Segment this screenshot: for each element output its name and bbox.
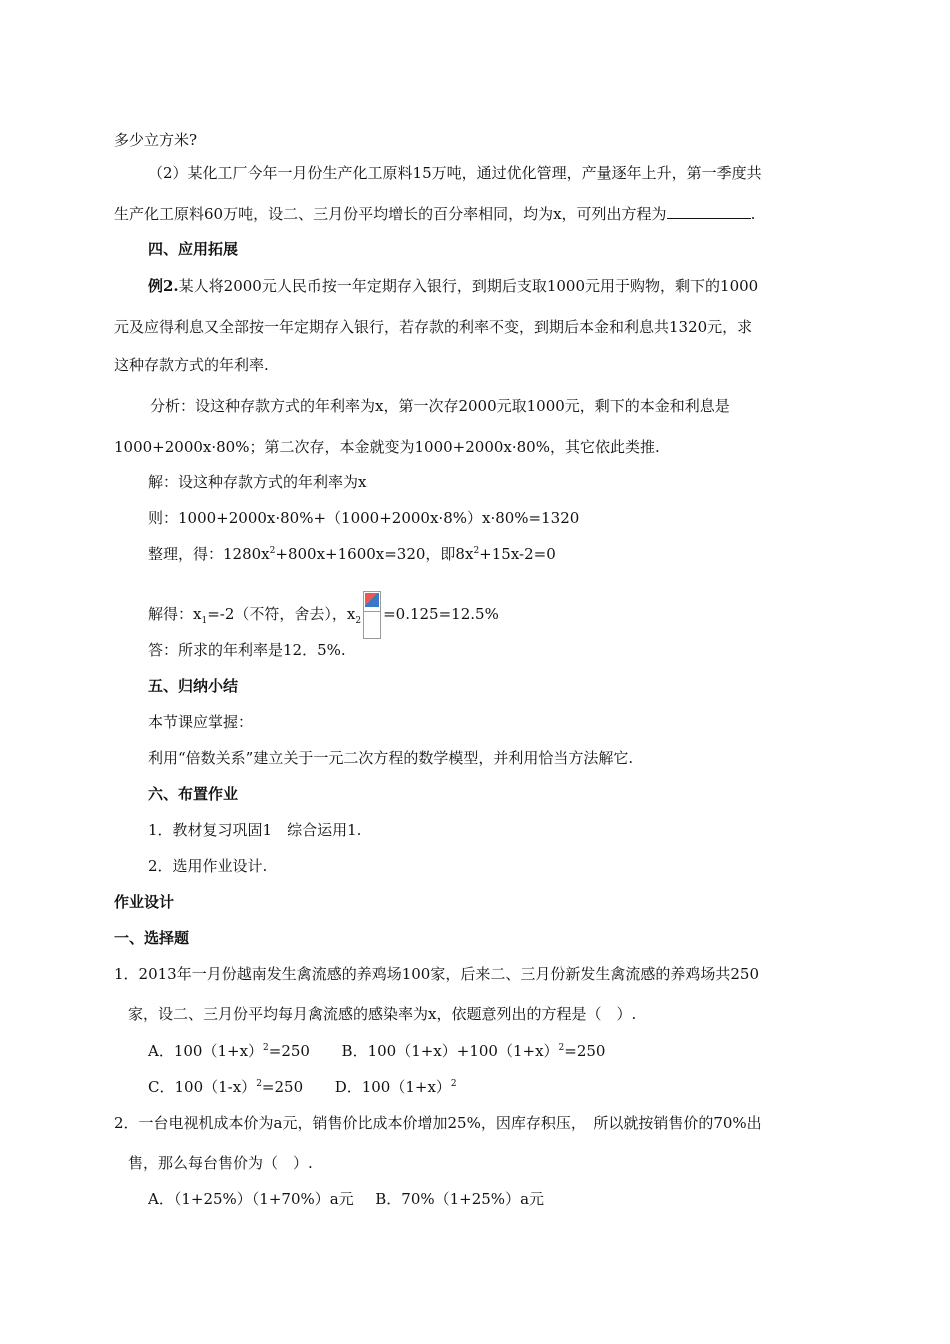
text-span: . (750, 205, 756, 223)
option-b (342, 1042, 606, 1060)
text-span: A．100（1+x） (148, 1042, 264, 1060)
image-placeholder-icon (365, 593, 379, 607)
answer-blank (667, 204, 751, 219)
text-span: +800x+1600x=320，即8x (275, 545, 474, 563)
text-span: =250 (268, 1042, 310, 1060)
text-span: =250 (261, 1078, 304, 1096)
text-line: 2．选用作业设计. (148, 857, 268, 875)
exponent: 2 (450, 1079, 457, 1089)
text-line (148, 544, 556, 564)
text-line (148, 591, 499, 639)
option-line (148, 1189, 544, 1209)
text-line: 1000+2000x·80%；第二次存，本金就变为1000+2000x·80%，其它依此类推. (114, 438, 660, 456)
section-heading: 一、选择题 (114, 929, 190, 947)
broken-image-icon (363, 591, 381, 639)
question-line: 2．一台电视机成本价为a元，销售价比成本价增加25%，因库存积压， 所以就按销售价的70%出 (114, 1114, 762, 1132)
text-line: 解：设这种存款方式的年利率为x (148, 473, 367, 491)
question-line: 1．2013年一月份越南发生禽流感的养鸡场100家，后来二、三月份新发生禽流感的养鸡场共250 (114, 965, 759, 983)
text-span: D．100（1+x） (334, 1078, 451, 1096)
text-line: 答：所求的年利率是12．5%. (148, 641, 346, 659)
text-span: 整理，得：1280x (148, 545, 270, 563)
text-span: =-2（不符，舍去），x (207, 605, 356, 623)
section-heading: 六、布置作业 (148, 785, 239, 803)
option-c (148, 1078, 303, 1096)
option-b: B．70%（1+25%）a元 (375, 1190, 545, 1208)
text-span: = (383, 605, 396, 623)
option-line (148, 1077, 457, 1097)
exponent: 2 (473, 546, 480, 556)
exponent: 2 (256, 1079, 262, 1089)
section-heading: 四、应用拓展 (148, 240, 239, 258)
question-line: 家，设二、三月份平均每月禽流感的感染率为x，依题意列出的方程是（ ）. (128, 1005, 637, 1023)
text-span: 0.125=12.5% (395, 605, 499, 623)
text-line: 则：1000+2000x·80%+（1000+2000x·8%）x·80%=1320 (148, 509, 580, 527)
text-span: B．100（1+x）+100（1+x） (341, 1042, 559, 1060)
section-heading: 五、归纳小结 (148, 677, 239, 695)
text-span: 某人将2000元人民币按一年定期存入银行，到期后支取1000元用于购物，剩下的1000 (178, 277, 759, 295)
text-span: +15x-2=0 (479, 545, 556, 563)
subscript: 1 (201, 616, 208, 626)
fraction-bar (364, 611, 380, 612)
example-label: 例2. (148, 277, 179, 295)
option-a (148, 1042, 310, 1060)
text-line: 利用“倍数关系”建立关于一元二次方程的数学模型，并利用恰当方法解它. (148, 749, 634, 767)
text-line: 这种存款方式的年利率. (114, 356, 269, 374)
text-span: C．100（1-x） (148, 1078, 257, 1096)
text-line: 元及应得利息又全部按一年定期存入银行，若存款的利率不变，到期后本金和利息共1320元，求 (114, 318, 753, 336)
text-line: （2）某化工厂今年一月份生产化工原料15万吨，通过优化管理，产量逐年上升，第一季度共 (148, 164, 762, 182)
text-span: 生产化工原料60万吨，设二、三月份平均增长的百分率相同，均为x，可列出方程为 (114, 205, 667, 223)
text-line: 多少立方米? (114, 131, 198, 149)
option-d (335, 1078, 457, 1096)
question-line: 售，那么每台售价为（ ）. (128, 1154, 313, 1172)
section-heading: 作业设计 (114, 893, 175, 911)
exponent: 2 (263, 1043, 269, 1053)
option-line (148, 1041, 605, 1061)
text-span: 解得：x (148, 605, 202, 623)
subscript: 2 (355, 616, 362, 626)
text-line: 分析：设这种存款方式的年利率为x，第一次存2000元取1000元，剩下的本金和利息是 (150, 397, 730, 415)
text-line: 本节课应掌握： (148, 713, 254, 731)
text-line (114, 204, 755, 224)
exponent: 2 (269, 546, 276, 556)
text-line: 1．教材复习巩固1 综合运用1. (148, 821, 362, 839)
text-span: =250 (564, 1042, 606, 1060)
exponent: 2 (558, 1043, 565, 1053)
text-line (148, 276, 758, 296)
option-a: A．（1+25%）（1+70%）a元 (148, 1190, 354, 1208)
